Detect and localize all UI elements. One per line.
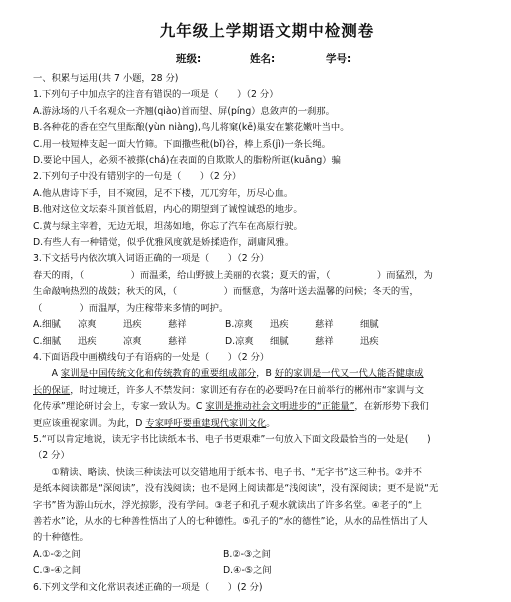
- q2-option-d: D.有些人有一种错觉，似乎优雅风度就是娇揉造作，副庸风雅。: [33, 237, 295, 249]
- underlined-sentence-b-cont: 长的保证: [33, 384, 71, 396]
- q1-option-a: A.游泳场的八千名观众一齐翘(qiào)首而望、屏(píng）息敛声的一刹那。: [33, 105, 335, 117]
- q3-options-ab: [33, 317, 501, 333]
- underlined-sentence-b: 好的家训是一代又一代人能否健康成: [274, 368, 424, 380]
- q2-stem: 2.下列句子中没有错别字的一句是（ ）（2 分）: [33, 171, 242, 183]
- class-label: 班级:: [176, 53, 202, 65]
- q4-passage-line: 更应该重视家训。为此，D 专家呼吁要重建现代家训文化。: [33, 417, 276, 429]
- q3-option-d: D.凉爽 细腻 慈祥 迅疾: [225, 335, 379, 347]
- student-info-row: [33, 45, 501, 69]
- q4-passage-line: 长的保证，时过境迁，许多人不禁发问：家训还有存在的必要吗?在日前举行的郴州市“家训与文: [33, 384, 424, 396]
- q1-stem: 1.下列句子中加点字的注音有错误的一项是（ ）（2 分）: [33, 89, 279, 101]
- q5-passage-line: 是纸本阅读都是“深阅读”，没有浅阅读；也不是网上阅读都是“浅阅读”，没有深阅读；更不是说“无: [33, 483, 439, 495]
- q3-stem: 3.下文括号内依次填入词语正确的一项是（ ）（2 分）: [33, 253, 270, 265]
- underlined-sentence-a: 家训是中国传统文化和传统教育的重要组成部分: [60, 368, 257, 380]
- q5-option-d: D.④-⑤之间: [223, 565, 272, 577]
- q3-passage-line: 春天的雨，（ ）而温柔，给山野披上美丽的衣裳；夏天的雷，（ ）而猛烈，为: [33, 269, 433, 281]
- q1-option-c: C.用一枝短棒支起一面大竹筛。下面撒些秕(bǐ)谷，棒上系(jì)一条长绳。: [33, 138, 331, 150]
- q3-passage-line: （ ）而温厚，为庄稼带来多情的呵护。: [33, 302, 229, 314]
- section-heading: 一、积累与运用(共 7 小题，28 分): [33, 73, 179, 84]
- q5-option-b: B.②-③之间: [223, 548, 271, 560]
- q6-stem: 6.下列文学和文化常识表述正确的一项是（ ）(2 分): [33, 581, 263, 593]
- id-label: 学号:: [326, 53, 352, 65]
- q1-option-d: D.要论中国人，必须不被搽(chá)在表面的自欺欺人的脂粉所诓(kuāng）骗: [33, 155, 341, 167]
- q5-options-ab: [33, 547, 501, 563]
- q5-options-cd: [33, 563, 501, 579]
- q5-option-c: C.③-④之间: [33, 565, 82, 577]
- name-label: 姓名:: [250, 53, 276, 65]
- q2-option-a: A.他从唐诗下手，目不窥园，足不下楼，兀兀穷年，历尽心血。: [33, 187, 294, 199]
- q3-option-a: A.细腻 凉爽 迅疾 慈祥: [33, 319, 187, 331]
- q5-passage-line: ①精读、略读、快读三种读法可以交错地用于纸本书、电子书、“无字书”这三种书。②并不: [51, 466, 422, 478]
- underlined-sentence-c: 家训是推动社会文明进步的“正能量”: [205, 401, 355, 413]
- q5-passage-line: 字书”皆为游山玩水，浮光掠影，没有学问。③老子和孔子观水就读出了许多名堂。④老子的“上: [33, 499, 422, 511]
- q4-passage-line: 化传承”理论研讨会上，专家一致认为。C 家训是推动社会文明进步的“正能量”，在新形势下我们: [33, 401, 429, 413]
- q5-stem-score: （2 分）: [33, 450, 70, 462]
- q5-passage-line: 善若水”论，从水的七种善性悟出了人的七种德性。⑤孔子的“水的德性”论，从水的品性悟出了人: [33, 515, 428, 527]
- q3-option-b: B.凉爽 迅疾 慈祥 细腻: [225, 319, 379, 331]
- q5-option-a: A.①-②之间: [33, 548, 81, 560]
- q5-passage-line: 的十种德性。: [33, 532, 89, 544]
- q2-option-b: B.他对这位文坛泰斗顶首低眉，内心的期望到了诚惶诚恐的地步。: [33, 204, 303, 216]
- q3-option-c: C.细腻 迅疾 凉爽 慈祥: [33, 335, 187, 347]
- q1-option-b: B.各种花的香在空气里酝酿(yùn niàng),鸟儿将窠(kē)巢安在繁花嫩叶当中。: [33, 122, 350, 134]
- underlined-sentence-d: 专家呼吁要重建现代家训文化: [145, 417, 267, 429]
- q3-options-cd: [33, 334, 501, 350]
- q2-option-c: C.黄与绿主宰着，无边无垠，坦荡如地，你忘了汽车在高原行驶。: [33, 220, 303, 232]
- q5-stem: 5.“可以肯定地说，读无字书比读纸本书、电子书更艰难”一句放入下面文段最恰当的一处是( ): [33, 433, 431, 445]
- page-title: 九年级上学期语文期中检测卷: [159, 22, 375, 40]
- q4-passage-line: A 家训是中国传统文化和传统教育的重要组成部分，B 好的家训是一代又一代人能否健康成: [51, 368, 424, 380]
- q3-passage-line: 生命敲响热烈的战鼓；秋天的风，（ ）而惬意，为落叶送去温馨的问候；冬天的雪，: [33, 286, 419, 298]
- q4-stem: 4.下面语段中画横线句子有语病的一处是（ ）（2 分）: [33, 351, 270, 363]
